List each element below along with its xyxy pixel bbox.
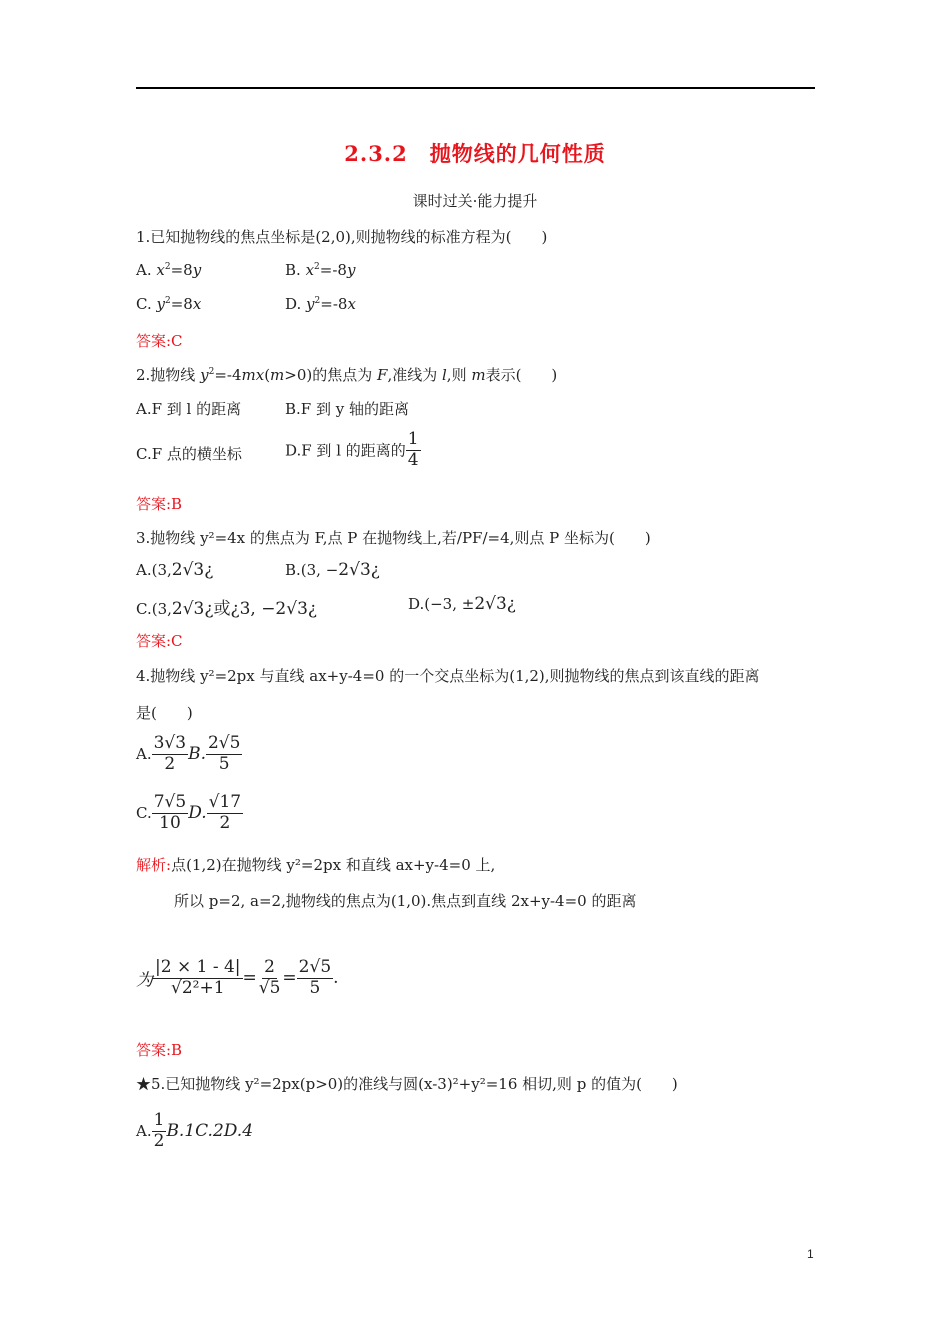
question-4-analysis-line-2: 所以 p=2, a=2,抛物线的焦点为(1,0).焦点到直线 2x+y-4=0 的距离 xyxy=(174,892,637,910)
two-over-root-five: $\frac{2}{√5}$ xyxy=(258,957,281,998)
question-3-option-c: C.(3,2√3¿或¿3, −2√3¿ xyxy=(136,599,318,619)
question-4-stem-line-2: 是( ) xyxy=(136,704,193,722)
question-4-options-ab: A. $\frac{3√3}{2}$ B. $\frac{2√5}{5}$ xyxy=(136,733,241,774)
question-1-option-c: C. $y^2=8x$ xyxy=(136,295,202,313)
header-rule xyxy=(136,87,815,89)
question-3-option-a: A.(3,2√3¿ xyxy=(136,560,214,580)
page-subtitle: 课时过关·能力提升 xyxy=(412,192,538,210)
question-4-answer: 答案:B xyxy=(136,1041,183,1059)
question-2-answer: 答案:B xyxy=(136,495,183,513)
page-number: 1 xyxy=(807,1247,814,1261)
question-1-stem: 1.已知抛物线的焦点坐标是(2,0),则抛物线的标准方程为( ) xyxy=(136,228,548,246)
question-2-option-b: B.F 到 y 轴的距离 xyxy=(285,400,409,418)
option-b-fraction: $\frac{2√5}{5}$ xyxy=(207,733,241,774)
question-3-stem: 3.抛物线 y²=4x 的焦点为 F,点 P 在抛物线上,若/PF/=4,则点 P 坐标为( ) xyxy=(136,529,651,547)
page-title: 2.3.2 抛物线的几何性质 xyxy=(344,141,606,166)
question-1-option-d: D. $y^2=-8x$ xyxy=(285,295,356,313)
question-1-option-a: A. $x^2=8y$ xyxy=(136,261,202,279)
question-5-stem: ★5.已知抛物线 y²=2px(p>0)的准线与圆(x-3)²+y²=16 相切,则 p 的值为( ) xyxy=(136,1075,678,1093)
question-4-stem-line-1: 4.抛物线 y²=2px 与直线 ax+y-4=0 的一个交点坐标为(1,2),则抛物线的焦点到该直线的距离 xyxy=(136,667,760,685)
question-4-options-cd: C. $\frac{7√5}{10}$ D. $\frac{√17}{2}$ xyxy=(136,792,242,833)
option-c-fraction: $\frac{7√5}{10}$ xyxy=(153,792,187,833)
question-1-option-b: B. $x^2=-8y$ xyxy=(285,261,356,279)
question-2-option-d: D.F 到 l 的距离的 $\frac{1}{4}$ xyxy=(285,429,419,470)
fraction-one-quarter: $\frac{1}{4}$ xyxy=(407,429,419,470)
question-2-stem: 2.抛物线 $y^2=-4mx(m>0)$的焦点为 F,准线为 l,则 m表示( ) xyxy=(136,366,558,384)
question-2-option-a: A.F 到 l 的距离 xyxy=(136,400,242,418)
option-a-fraction: $\frac{3√3}{2}$ xyxy=(153,733,187,774)
question-5-options: A. $\frac{1}{2}$ B.1C.2D.4 xyxy=(136,1110,254,1151)
question-4-distance-formula: 为 $\frac{|2 \times 1 - 4|}{\text{√2²+1}}$ = $\frac{2}{√5}$ = $\frac{2√5}{5}$ . xyxy=(136,957,339,998)
question-3-option-d: D.(−3, ±2√3¿ xyxy=(408,594,516,614)
one-half-fraction: $\frac{1}{2}$ xyxy=(153,1110,165,1151)
question-3-option-b: B.(3, −2√3¿ xyxy=(285,560,380,580)
question-4-analysis-line-1: 解析:点(1,2)在抛物线 y²=2px 和直线 ax+y-4=0 上, xyxy=(136,856,496,874)
distance-fraction: $\frac{|2 \times 1 - 4|}{\text{√2²+1}}$ xyxy=(155,957,241,998)
question-3-answer: 答案:C xyxy=(136,632,183,650)
question-1-answer: 答案:C xyxy=(136,332,183,350)
question-2-option-c: C.F 点的横坐标 xyxy=(136,445,242,463)
two-root-five-over-five: $\frac{2√5}{5}$ xyxy=(298,957,332,998)
option-d-fraction: $\frac{√17}{2}$ xyxy=(208,792,242,833)
